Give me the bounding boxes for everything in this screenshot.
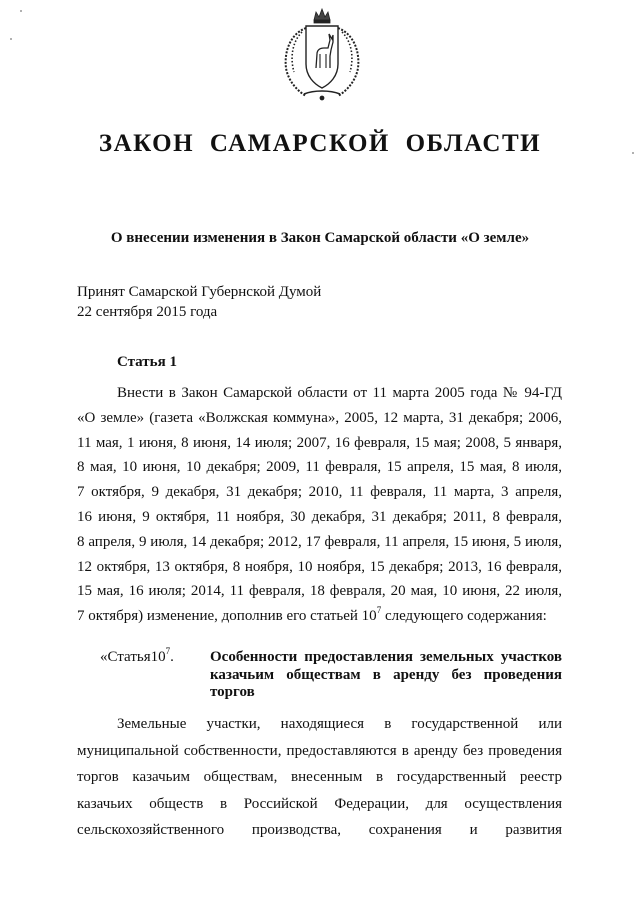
law-subtitle: О внесении изменения в Закон Самарской области «О земле» (110, 230, 530, 246)
text-fragment: 7 октября) изменение, дополнив его статьей 10 (77, 608, 377, 625)
text-line: муниципальной собственности, предоставляются в аренду без проведения (77, 742, 562, 759)
text-line (77, 604, 562, 629)
coat-of-arms-emblem (276, 6, 368, 102)
superscript: 7 (165, 646, 171, 656)
text-line: «О земле» (газета «Волжская коммуна», 2005, 12 марта, 31 декабря; 2006, (77, 409, 562, 426)
law-title: ЗАКОН САМАРСКОЙ ОБЛАСТИ (98, 130, 542, 157)
adoption-date: 22 сентября 2015 года (77, 304, 218, 320)
label-dot: . (170, 649, 174, 665)
text-line: 15 мая, 16 июля; 2014, 11 февраля, 18 февраля, 20 мая, 10 июня, 22 июля, (77, 583, 562, 600)
text-line: Земельные участки, находящиеся в государственной или (117, 716, 562, 732)
text-line: сельскохозяйственного производства, сохранения и развития (77, 822, 562, 838)
article-1-heading: Статья 1 (117, 354, 177, 370)
text-line: Внести в Закон Самарской области от 11 марта 2005 года № 94-ГД (117, 385, 562, 401)
text-line: 8 мая, 10 июня, 10 декабря; 2009, 11 февраля, 15 апреля, 15 мая, 8 июля, (77, 459, 562, 476)
adoption-note (77, 282, 321, 322)
article-1-text (77, 381, 562, 629)
text-line: 12 октября, 13 октября, 8 ноября, 10 ноября, 15 декабря; 2013, 16 февраля, (77, 558, 562, 575)
scan-speck (10, 38, 12, 40)
heading-line: торгов (210, 684, 255, 700)
text-line: казачьих обществ в Российской Федерации, для осуществления (77, 795, 562, 812)
heading-line: казачьим обществам в аренду без проведения (210, 666, 562, 683)
article-10-7-label (100, 646, 174, 666)
scan-speck (20, 10, 22, 12)
text-fragment: следующего содержания: (381, 608, 547, 625)
superscript: 7 (376, 605, 382, 616)
text-line: 7 октября, 9 декабря, 31 декабря; 2010, 11 февраля, 11 марта, 3 апреля, (77, 484, 562, 501)
text-line: торгов казачьим обществам, внесенным в государственный реестр (77, 769, 562, 785)
text-line: 11 мая, 1 июня, 8 июня, 14 июля; 2007, 16 февраля, 15 мая; 2008, 5 января, (77, 434, 562, 451)
text-line: 8 апреля, 9 июля, 14 декабря; 2012, 17 февраля, 11 апреля, 15 июня, 5 июля, (77, 533, 562, 550)
label-text: «Статья10 (100, 649, 166, 665)
heading-line: Особенности предоставления земельных участков (210, 649, 562, 665)
article-10-7-heading (210, 649, 562, 702)
text-line: 16 июня, 9 октября, 11 ноября, 30 декабря, 31 декабря; 2011, 8 февраля, (77, 508, 562, 525)
article-10-7-body (77, 711, 562, 844)
adopted-by: Принят Самарской Губернской Думой (77, 284, 322, 300)
